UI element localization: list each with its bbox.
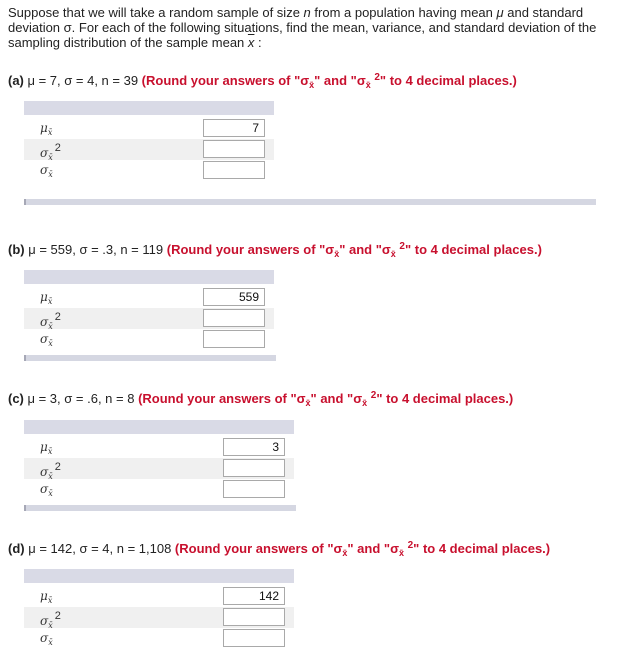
sd-symbol: $\sigma_{x̄}$ [40,482,53,498]
part-a-sd-input[interactable] [203,161,265,179]
mean-symbol: $\mu_{x̄}$ [40,589,53,605]
part-c-header-band [24,420,294,434]
mean-symbol: $\mu_{x̄}$ [40,440,53,456]
part-d-conditions: μ = 142, σ = 4, n = 1,108 [24,541,175,556]
part-a-row-variance [24,139,274,160]
part-c-conditions: μ = 3, σ = .6, n = 8 [23,391,139,406]
part-c-bottom-bar [24,505,296,511]
part-a-bottom-bar [24,199,596,205]
variance-symbol: $\sigma_{x̄}2$ [40,142,61,162]
part-c-label: (c) [8,391,24,406]
part-c-header [8,390,513,408]
part-c-variance-input[interactable] [223,459,285,477]
part-a-row-sd [24,160,274,181]
intro-text-1: Suppose that we will take a random sample of size [8,5,304,20]
part-b-row-variance [24,308,274,329]
part-b-instruction: (Round your answers of "$\sigma_{x̄}$" and "$\sigma_{x̄}$ $^2$" to 4 decimal places.) [166,241,542,259]
part-d-row-variance [24,607,294,628]
part-a-row-mean [24,118,274,139]
part-b-header-band [24,270,274,284]
intro-mu: μ [496,5,504,20]
part-c-row-mean [24,437,294,458]
part-c-instruction: (Round your answers of "$\sigma_{x̄}$" and "$\sigma_{x̄}$ $^2$" to 4 decimal places.) [138,390,514,408]
part-b-mean-input[interactable] [203,288,265,306]
variance-symbol: $\sigma_{x̄}2$ [40,311,61,331]
problem-intro [8,5,623,50]
variance-symbol: $\sigma_{x̄}2$ [40,610,61,630]
part-d-instruction: (Round your answers of "$\sigma_{x̄}$" and "$\sigma_{x̄}$ $^2$" to 4 decimal places.) [174,540,551,558]
sd-symbol: $\sigma_{x̄}$ [40,163,53,179]
sd-symbol: $\sigma_{x̄}$ [40,631,53,647]
part-a-panel [24,101,274,209]
intro-text-3: and standard deviation σ. For each of the following situations, find the mean, variance, and standard deviation of the sampling distribution of the sample mean [8,5,597,50]
intro-text-4: : [254,35,262,50]
part-a-conditions: μ = 7, σ = 4, n = 39 [23,73,142,88]
part-b-bottom-bar [24,355,276,361]
part-b-row-sd [24,329,274,350]
part-c-panel [24,420,294,516]
part-b-variance-input[interactable] [203,309,265,327]
part-d-variance-input[interactable] [223,608,285,626]
mean-symbol: $\mu_{x̄}$ [40,121,53,137]
part-d-row-sd [24,628,294,649]
part-b-header [8,241,542,259]
intro-text-2: from a population having mean [310,5,497,20]
part-a-label: (a) [8,73,24,88]
mean-symbol: $\mu_{x̄}$ [40,290,53,306]
part-d-header [8,540,550,558]
intro-xbar: $\overline{x}$ [247,35,255,50]
part-d-label: (d) [8,541,25,556]
part-d-row-mean [24,586,294,607]
part-a-instruction: (Round your answers of "$\sigma_{x̄}$" and "$\sigma_{x̄}$ $^2$" to 4 decimal places.) [141,72,517,90]
part-d-panel [24,569,294,669]
part-a-mean-input[interactable] [203,119,265,137]
part-c-row-sd [24,479,294,500]
part-c-mean-input[interactable] [223,438,285,456]
part-b-panel [24,270,274,366]
part-b-conditions: μ = 559, σ = .3, n = 119 [24,242,167,257]
part-a-header-band [24,101,274,115]
part-c-row-variance [24,458,294,479]
sd-symbol: $\sigma_{x̄}$ [40,332,53,348]
part-a-variance-input[interactable] [203,140,265,158]
part-d-mean-input[interactable] [223,587,285,605]
part-c-sd-input[interactable] [223,480,285,498]
part-a-header [8,72,517,90]
part-b-sd-input[interactable] [203,330,265,348]
part-d-sd-input[interactable] [223,629,285,647]
part-b-row-mean [24,287,274,308]
intro-n: n [303,5,311,20]
part-b-label: (b) [8,242,25,257]
variance-symbol: $\sigma_{x̄}2$ [40,461,61,481]
part-d-header-band [24,569,294,583]
